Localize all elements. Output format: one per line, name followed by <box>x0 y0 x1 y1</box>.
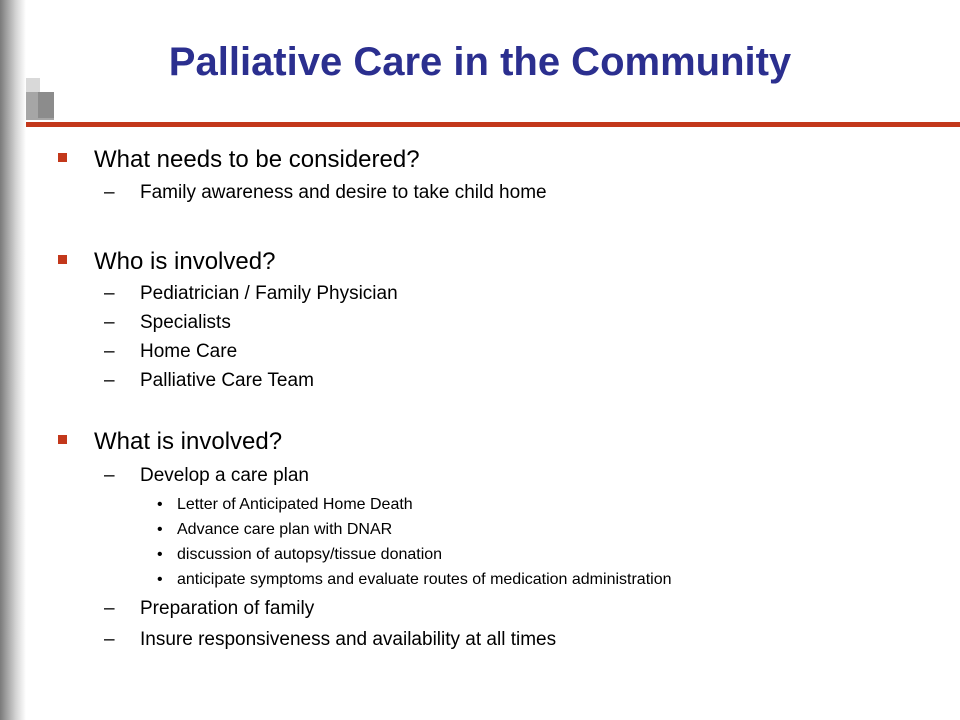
list-item: – Develop a care plan <box>104 465 309 486</box>
dash-bullet-icon: – <box>104 283 115 304</box>
sub-list-item: • anticipate symptoms and evaluate routes of medication administration <box>157 571 672 588</box>
dot-bullet-icon: • <box>157 496 163 513</box>
dot-bullet-icon: • <box>157 521 163 538</box>
dot-bullet-icon: • <box>157 546 163 563</box>
square-bullet-icon <box>58 435 67 444</box>
section-heading: What is involved? <box>58 428 282 456</box>
list-item: – Palliative Care Team <box>104 370 314 391</box>
dash-bullet-icon: – <box>104 182 115 203</box>
list-item: – Pediatrician / Family Physician <box>104 283 398 304</box>
sub-list-item: • discussion of autopsy/tissue donation <box>157 546 443 563</box>
square-bullet-icon <box>58 255 67 264</box>
list-item: – Family awareness and desire to take child home <box>104 182 547 203</box>
list-item: – Insure responsiveness and availability at all times <box>104 629 557 650</box>
list-item: – Home Care <box>104 341 238 362</box>
list-item: – Preparation of family <box>104 598 315 619</box>
dash-bullet-icon: – <box>104 629 115 650</box>
dash-bullet-icon: – <box>104 465 115 486</box>
section-heading: What needs to be considered? <box>58 146 420 174</box>
dash-bullet-icon: – <box>104 312 115 333</box>
dash-bullet-icon: – <box>104 341 115 362</box>
dot-bullet-icon: • <box>157 571 163 588</box>
dash-bullet-icon: – <box>104 598 115 619</box>
list-item: – Specialists <box>104 312 231 333</box>
section-heading: Who is involved? <box>58 248 275 276</box>
square-bullet-icon <box>58 153 67 162</box>
sub-list-item: • Advance care plan with DNAR <box>157 521 393 538</box>
dash-bullet-icon: – <box>104 370 115 391</box>
sub-list-item: • Letter of Anticipated Home Death <box>157 496 413 513</box>
slide-title: Palliative Care in the Community <box>168 40 792 84</box>
